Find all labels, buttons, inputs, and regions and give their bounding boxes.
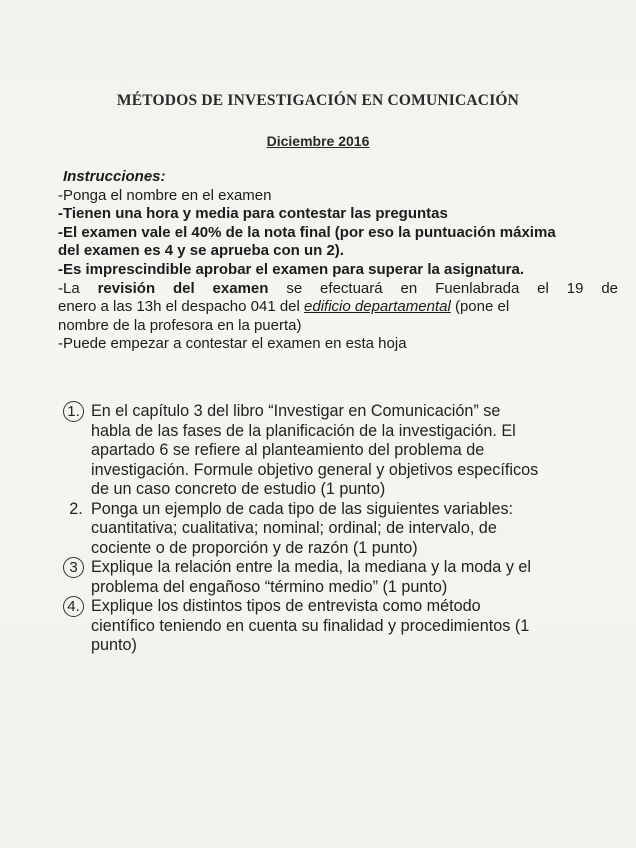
question-item [60,500,580,559]
question-number: 3 [63,557,84,578]
question-number: 1. [63,401,84,422]
exam-date: Diciembre 2016 [266,133,370,149]
question-item [60,597,580,656]
question-line: habla de las fases de la planificación de la investigación. El [91,421,516,440]
instructions-block [58,168,618,354]
question-line: Explique los distintos tipos de entrevista como método [91,597,481,615]
instruction-line: -Puede empezar a contestar el examen en esta hoja [58,335,407,353]
instruction-text: (pone el [450,298,510,316]
question-number: 4. [63,596,84,617]
question-line: punto) [91,636,137,654]
question-line: cociente o de proporción y de razón (1 punto) [91,538,418,557]
question-line: En el capítulo 3 del libro “Investigar en Comunicación” se [91,402,501,420]
instruction-line: -Es imprescindible aprobar el examen para superar la asignatura. [58,260,525,278]
instruction-line: -El examen vale el 40% de la nota final (por eso la puntuación máxima [58,223,556,241]
instruction-text: -La [58,279,98,297]
instruction-line: -Tienen una hora y media para contestar las preguntas [58,205,448,223]
instruction-emphasis: revisión del examen [97,279,269,297]
question-line: cuantitativa; cualitativa; nominal; ordinal; de intervalo, de [91,519,497,537]
instruction-text: se efectuará en Fuenlabrada el 19 de [268,279,619,297]
question-list [60,402,580,656]
question-line: de un caso concreto de estudio (1 punto) [91,480,386,498]
question-line: investigación. Formule objetivo general y objetivos específicos [91,460,539,479]
question-number: 2. [69,499,83,518]
question-item [60,558,580,597]
instruction-line [58,298,618,317]
instruction-line [58,280,618,299]
instruction-line: del examen es 4 y se aprueba con un 2). [58,242,344,260]
instruction-emphasis: edificio departamental [304,298,451,316]
page-title: MÉTODOS DE INVESTIGACIÓN EN COMUNICACIÓN [116,92,520,109]
question-line: científico teniendo en cuenta su finalidad y procedimientos (1 [91,616,530,635]
question-line: Ponga un ejemplo de cada tipo de las siguientes variables: [91,499,514,518]
question-line: Explique la relación entre la media, la mediana y la moda y el [91,558,532,576]
instruction-text: enero a las 13h el despacho 041 del [58,298,305,316]
instructions-heading: Instrucciones: [63,168,166,185]
question-line: apartado 6 se refiere al planteamiento del problema de [91,441,485,459]
question-line: problema del engañoso “término medio” (1 punto) [91,577,448,596]
instruction-line: -Ponga el nombre en el examen [58,186,272,204]
instruction-line: nombre de la profesora en la puerta) [58,316,302,334]
question-item [60,402,580,500]
